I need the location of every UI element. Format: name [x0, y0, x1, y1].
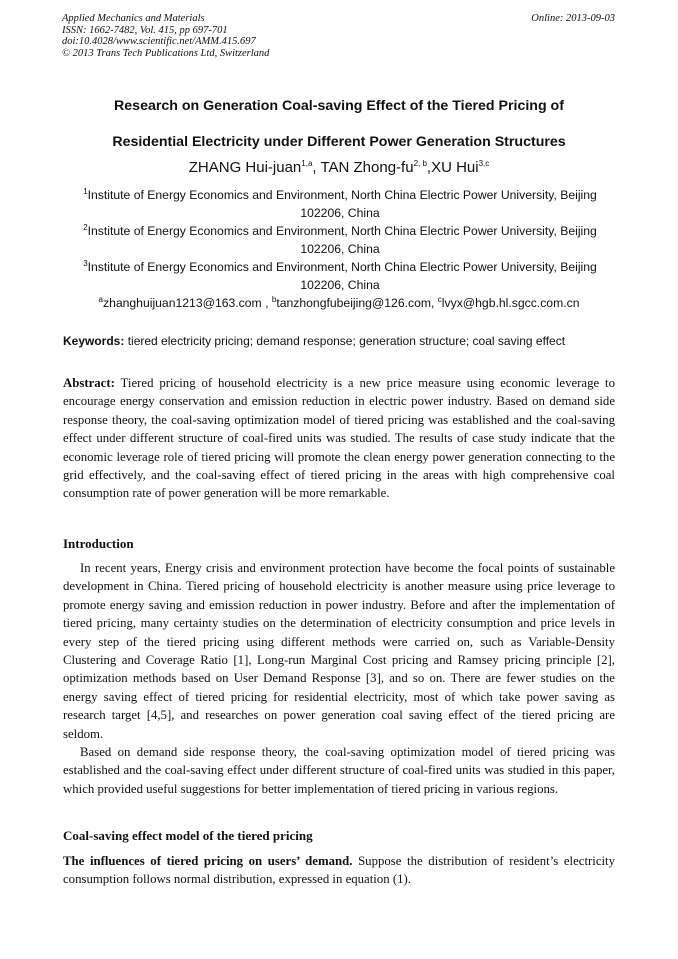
- subsection-label: The influences of tiered pricing on users’ demand.: [63, 854, 353, 868]
- abstract-text: Tiered pricing of household electricity is a new price measure using economic leverage to encourage energy conservation and emission reduction in electric power industry. Based on demand side response theory, the coal-saving optimization model of tiered pricing was established and the coal-saving effect under different structure of coal-fired units was studied. The results of case study indicate that the economic leverage role of tiered pricing will promote the clean energy power generation connecting to the grid effectively, and the coal-saving effect of tiered pricing in the areas with high comprehensive coal consumption rate of power generation will be more remarkable.: [63, 376, 616, 501]
- title-line-1: Research on Generation Coal-saving Effect of the Tiered Pricing of: [114, 98, 564, 114]
- author-2-sup: 2, b: [413, 159, 427, 168]
- email-a[interactable]: zhanghuijuan1213@163.com: [102, 296, 262, 310]
- email-c-sup: c: [437, 294, 442, 304]
- email-a-sup: a: [98, 294, 103, 304]
- journal-name: Applied Mechanics and Materials: [62, 13, 205, 24]
- copyright-line: © 2013 Trans Tech Publications Ltd, Switzerland: [62, 47, 270, 59]
- keywords: [63, 333, 619, 350]
- section-2-heading: Coal-saving effect model of the tiered pricing: [63, 828, 313, 843]
- affiliation-3-sup: 3: [83, 258, 88, 268]
- author-2: TAN Zhong-fu: [320, 159, 414, 176]
- section-2-body: [63, 852, 615, 889]
- abstract-label: Abstract:: [63, 376, 115, 390]
- affiliation-3-text: Institute of Energy Economics and Environment, North China Electric Power University, Beijing 102206, China: [87, 260, 597, 292]
- affiliation-3: [62, 258, 618, 294]
- email-line: $^a$zhanghuijuan1213@163.com , $^b$tanzhongfubeijing@126.com, $^c$lvyx@hgb.hl.sgcc.com.cn: [98, 294, 580, 310]
- introduction-body: [63, 559, 615, 798]
- introduction-paragraph-1: In recent years, Energy crisis and environment protection have become the focal points of sustainable development in China. Tiered pricing of household electricity is another measure using price leverage to promote energy saving and emission reduction in power industry. Before and after the implementation of tiered pricing, many certainty studies on the determination of electricity consumption and price levels in every step of the tiered pricing using different methods were carried on, such as Variable-Density Clustering and Coverage Ratio [1], Long-run Marginal Cost pricing and Ramsey pricing principle [2], optimization methods based on User Demand Response [3], and so on. There are fewer studies on the energy saving effect of tiered pricing for residential electricity, most of which take power saving as research target [4,5], and researches on power generation coal saving effect of the tiered pricing are seldom.: [63, 561, 615, 741]
- author-list: ZHANG Hui-juan$^{1,a}$, TAN Zhong-fu$^{2, b}$,XU Hui$^{3,c}$: [188, 159, 490, 176]
- introduction-paragraph-2: Based on demand side response theory, the coal-saving optimization model of tiered pricing was established and the coal-saving effect under different structure of coal-fired units was studied in this paper, which provided useful suggestions for better implementation of tiered pricing in various regions.: [63, 745, 615, 796]
- journal-header: [62, 13, 618, 59]
- doi-line: doi:10.4028/www.scientific.net/AMM.415.697: [62, 36, 256, 47]
- subsection-text: Suppose the distribution of resident’s electricity consumption follows normal distribution, expressed in equation (1).: [63, 854, 616, 887]
- author-1-sup: 1,a: [301, 159, 313, 168]
- abstract: [63, 374, 615, 503]
- paper-title: [40, 88, 638, 160]
- author-3: XU Hui: [431, 159, 479, 176]
- title-line-2: Residential Electricity under Different Power Generation Structures: [112, 134, 566, 150]
- keywords-text: tiered electricity pricing; demand response; generation structure; coal saving effect: [127, 334, 566, 348]
- email-b-sup: b: [271, 294, 277, 304]
- author-1: ZHANG Hui-juan: [188, 159, 302, 176]
- email-c[interactable]: lvyx@hgb.hl.sgcc.com.cn: [441, 296, 580, 310]
- issn-line: ISSN: 1662-7482, Vol. 415, pp 697-701: [62, 24, 228, 36]
- author-3-sup: 3,c: [478, 159, 490, 168]
- affiliation-2-sup: 2: [83, 222, 88, 232]
- affiliation-2: [62, 222, 618, 258]
- affiliation-1-text: Institute of Energy Economics and Environment, North China Electric Power University, Beijing 102206, China: [87, 188, 597, 220]
- affiliation-2-text: Institute of Energy Economics and Environment, North China Electric Power University, Beijing 102206, China: [87, 224, 597, 256]
- affiliation-1: [62, 186, 618, 222]
- email-b[interactable]: tanzhongfubeijing@126.com: [276, 296, 432, 310]
- introduction-heading: Introduction: [63, 536, 134, 551]
- affiliation-1-sup: 1: [83, 186, 88, 196]
- keywords-label: Keywords:: [63, 334, 125, 348]
- affiliations: [62, 186, 618, 294]
- online-date: Online: 2013-09-03: [531, 13, 615, 24]
